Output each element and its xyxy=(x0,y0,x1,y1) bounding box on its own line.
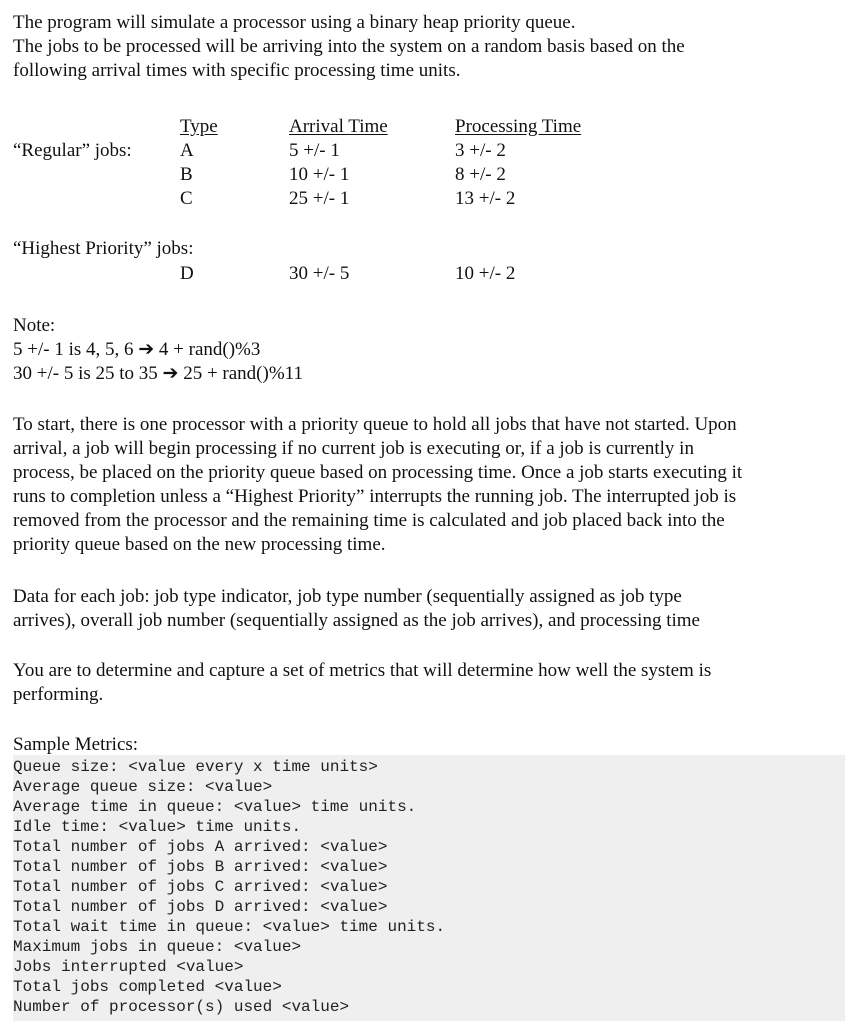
paragraph-line: arrival, a job will begin processing if no current job is executing or, if a job is currently in xyxy=(13,438,694,459)
intro-line: following arrival times with specific processing time units. xyxy=(13,60,461,81)
job-type-cell: A xyxy=(180,140,194,161)
note-title: Note: xyxy=(13,315,56,336)
note-section xyxy=(13,314,303,386)
regular-jobs-label: “Regular” jobs: xyxy=(13,140,132,161)
paragraph-line: process, be placed on the priority queue based on processing time. Once a job starts executing it xyxy=(13,462,743,483)
metric-line: Total jobs completed <value> xyxy=(13,978,282,996)
intro-paragraph xyxy=(13,11,685,83)
processor-description-paragraph xyxy=(13,413,843,557)
sample-metrics-title: Sample Metrics: xyxy=(13,734,139,755)
metric-line: Jobs interrupted <value> xyxy=(13,958,244,976)
arrival-time-cell: 10 +/- 1 xyxy=(289,164,350,185)
metric-line: Total number of jobs D arrived: <value> xyxy=(13,898,388,916)
job-type-cell: D xyxy=(180,263,194,284)
arrival-time-cell: 5 +/- 1 xyxy=(289,140,340,161)
intro-line: The jobs to be processed will be arriving into the system on a random basis based on the xyxy=(13,36,685,57)
metric-line: Average time in queue: <value> time units. xyxy=(13,798,417,816)
metric-line: Total number of jobs B arrived: <value> xyxy=(13,858,388,876)
arrival-time-cell: 25 +/- 1 xyxy=(289,188,350,209)
processing-time-cell: 8 +/- 2 xyxy=(455,164,506,185)
header-arrival-time: Arrival Time xyxy=(289,116,388,137)
note-line: 30 +/- 5 is 25 to 35 ➔ 25 + rand()%11 xyxy=(13,363,303,384)
processing-time-cell: 13 +/- 2 xyxy=(455,188,516,209)
sample-metrics-code-block xyxy=(13,755,845,1021)
header-type: Type xyxy=(180,116,218,137)
paragraph-line: removed from the processor and the remaining time is calculated and job placed back into the xyxy=(13,510,725,531)
job-type-cell: B xyxy=(180,164,193,185)
metric-line: Idle time: <value> time units. xyxy=(13,818,302,836)
metric-line: Number of processor(s) used <value> xyxy=(13,998,350,1016)
metric-line: Average queue size: <value> xyxy=(13,778,273,796)
paragraph-line: performing. xyxy=(13,684,104,705)
paragraph-line: runs to completion unless a “Highest Priority” interrupts the running job. The interrupted job is xyxy=(13,486,737,507)
header-processing-time: Processing Time xyxy=(455,116,582,137)
job-data-paragraph xyxy=(13,585,843,633)
processing-time-cell: 3 +/- 2 xyxy=(455,140,506,161)
paragraph-line: Data for each job: job type indicator, job type number (sequentially assigned as job type xyxy=(13,586,682,607)
jobs-table xyxy=(13,115,653,295)
metric-line: Queue size: <value every x time units> xyxy=(13,758,378,776)
paragraph-line: To start, there is one processor with a priority queue to hold all jobs that have not started. Upon xyxy=(13,414,737,435)
metrics-paragraph xyxy=(13,659,843,707)
job-type-cell: C xyxy=(180,188,193,209)
metric-line: Total wait time in queue: <value> time units. xyxy=(13,918,446,936)
metric-line: Maximum jobs in queue: <value> xyxy=(13,938,302,956)
paragraph-line: arrives), overall job number (sequentially assigned as the job arrives), and processing time xyxy=(13,610,700,631)
intro-line: The program will simulate a processor using a binary heap priority queue. xyxy=(13,12,576,33)
processing-time-cell: 10 +/- 2 xyxy=(455,263,516,284)
paragraph-line: priority queue based on the new processing time. xyxy=(13,534,386,555)
note-line: 5 +/- 1 is 4, 5, 6 ➔ 4 + rand()%3 xyxy=(13,339,261,360)
metric-line: Total number of jobs A arrived: <value> xyxy=(13,838,388,856)
arrival-time-cell: 30 +/- 5 xyxy=(289,263,350,284)
priority-jobs-label: “Highest Priority” jobs: xyxy=(13,238,194,259)
metric-line: Total number of jobs C arrived: <value> xyxy=(13,878,388,896)
paragraph-line: You are to determine and capture a set of metrics that will determine how well the system is xyxy=(13,660,712,681)
